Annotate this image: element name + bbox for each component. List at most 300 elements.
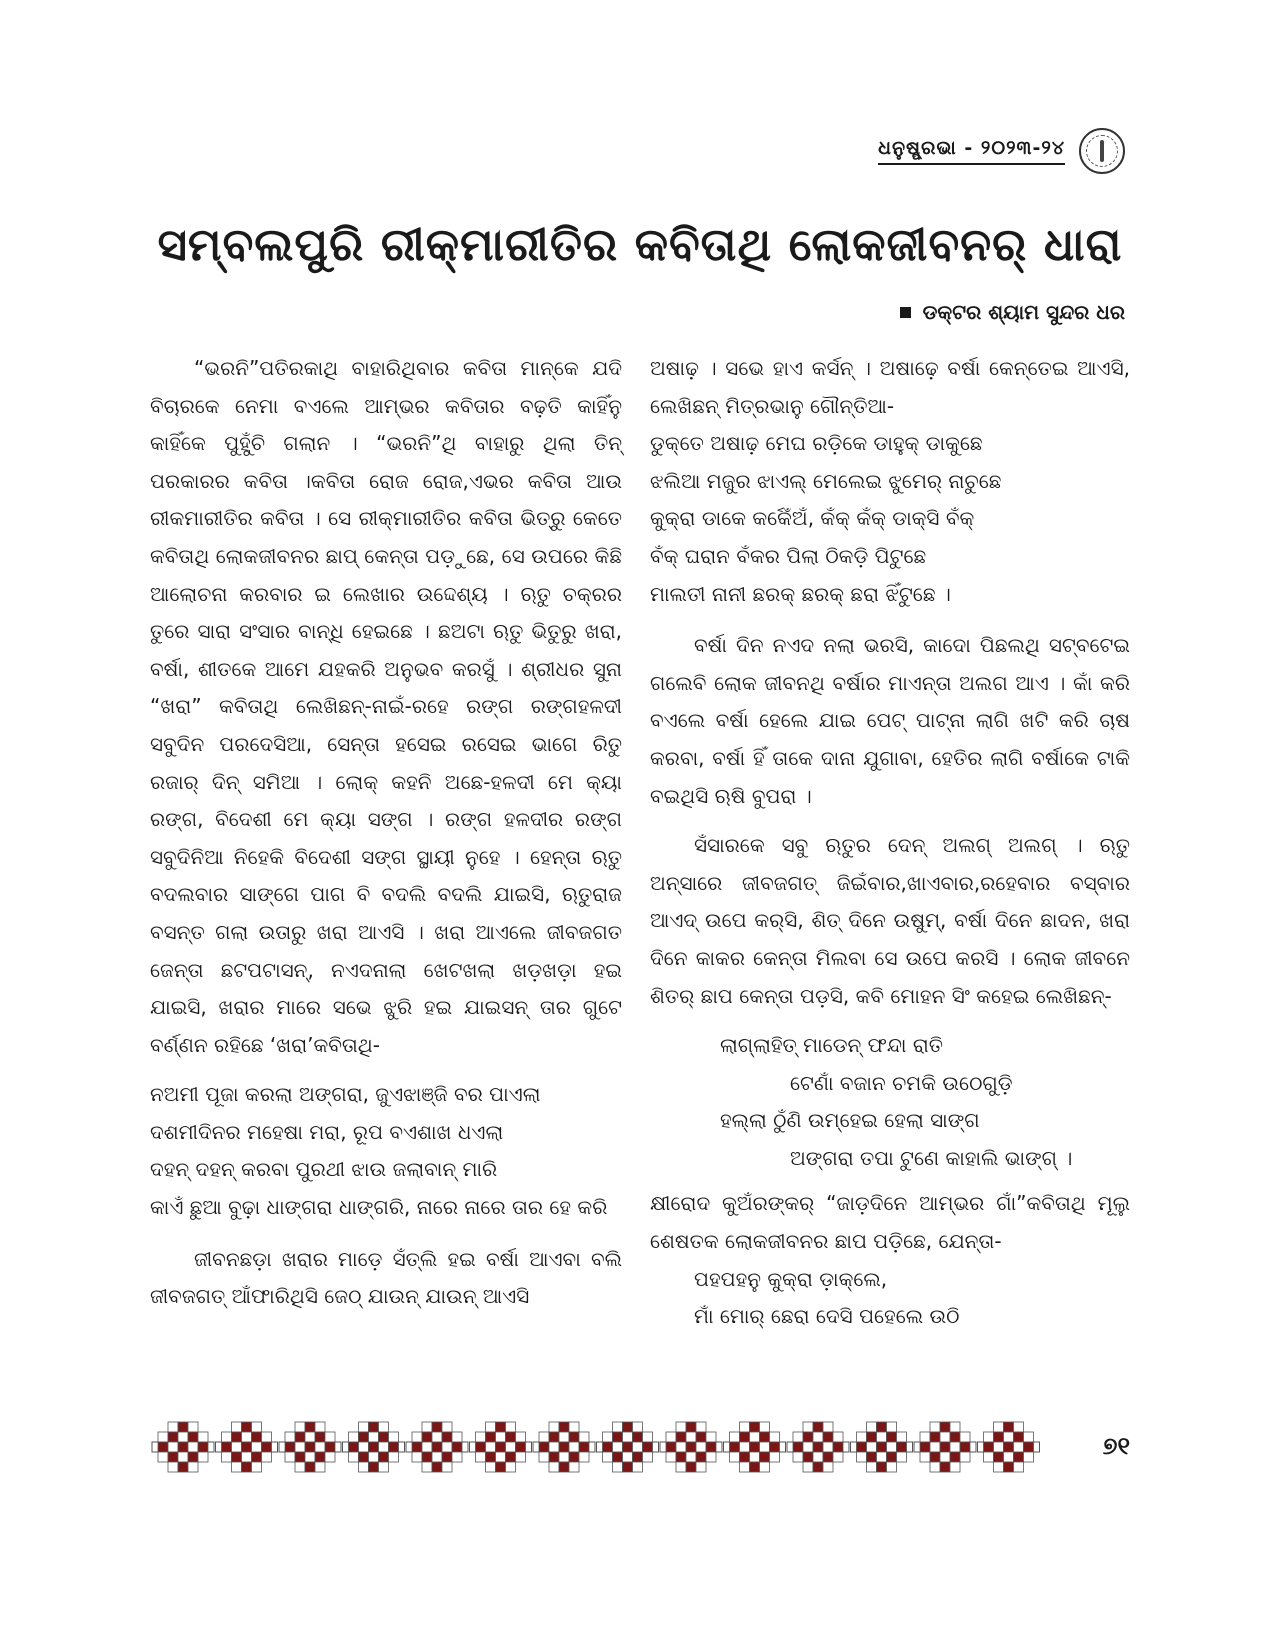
motif-cell — [696, 1422, 706, 1432]
paragraph: “ଭରନି”ପତିରକାଥି ବାହାରିଥିବାର କବିତା ମାନ୍‌କେ ଯଦି ବିଚାରକେ ନେମା ବଏଲେ ଆମ୍ଭର କବିତାର ବଢ଼ତି କାହିଁନୁ କାହିଁକେ ପୁହୁଁଚି ଗଲାନ । “ଭରନି”ଥି ବାହାରୁ ଥିଲା ତିନ୍ ପରକାରର କବିତା ।କବିତା ରୋଜ ରୋଜ,ଏଭର କବିତା ଆଉ ରୀକମାରୀତିର କବିତା । ସେ ରୀକ୍ମାରୀତିର କବିତା ଭିତ୍ରୁ କେତେ କବିତାଥି ଲୋକଜୀବନର ଛାପ୍ କେନ୍ତା ପଡ଼ୁଛେ, ସେ ଉପରେ କିଛି ଆଲୋଚନା କରବାର ଇ ଲେଖାର ଉଦ୍ଦେଶ୍ୟ । ଋତୁ ଚକ୍ରର ତୁରେ ସାରା ସଂସାର ବାନ୍ଧି ହେଇଛେ । ଛଅଟା ଋତୁ ଭିତୁରୁ ଖରା, ବର୍ଷା, ଶୀତକେ ଆମେ ଯହକରି ଅନୁଭବ କରସୁଁ । ଶ୍ରୀଧର ସୁନା “ଖରା” କବିତାଥି ଲେଖିଛନ୍-ନାଇଁ-ରହେ ରଙ୍ଗ ରଙ୍ଗହଳଦୀ ସବୁଦିନ ପରଦେସିଆ, ସେନ୍ତା ହସେଇ ରସେଇ ଭାଗେ ରିତୁ ରଜାର୍ ଦିନ୍ ସମିଆ । ଲୋକ୍ କହନି ଅଛେ-ହଳଦୀ ମେ କ୍ୟା ରଙ୍ଗ, ବିଦେଶୀ ମେ କ୍ୟା ସଙ୍ଗ । ରଙ୍ଗ ହଳଦୀର ରଙ୍ଗ ସବୁଦିନିଆ ନିହେକି ବିଦେଶୀ ସଙ୍ଗ ସ୍ଥାୟୀ ନୁହେ । ହେନ୍ତା ଋତୁ ବଦଲବାର ସାଙ୍ଗେ ପାଗ ବି ବଦଲି ବଦଲି ଯାଇସି, ଋତୁରାଜ ବସନ୍ତ ଗଲା ଉତାରୁ ଖରା ଆଏସି । ଖରା ଆଏଲେ ଜୀବଜଗତ ଜେନ୍ତା ଛଟପଟାସନ୍, ନଏଦନାଲା ଖେଟଖଲା ଖଡ଼ଖଡ଼ା ହଇ ଯାଇସି, ଖରାର ମାରେ ସଭେ ଝୁରି ହଇ ଯାଇସନ୍ ତାର ଗୁଟେ ବର୍ଣ୍ଣନ ରହିଛେ ‘ଖରା’କବିତାଥି- — [150, 356, 622, 1057]
motif-cell — [549, 1462, 559, 1472]
motif-cell — [305, 1442, 315, 1452]
motif-cell — [486, 1462, 496, 1472]
motif-cell — [994, 1422, 1004, 1432]
motif-cell — [994, 1462, 1004, 1472]
motif-cell — [569, 1462, 579, 1472]
motif-cell — [760, 1452, 770, 1462]
motif-cell — [803, 1442, 813, 1452]
motif-cell — [930, 1432, 940, 1442]
motif-cell — [666, 1442, 676, 1452]
motif-cell — [349, 1442, 359, 1452]
motif-cell — [897, 1432, 907, 1442]
motif-cell — [379, 1422, 389, 1432]
motif-cell — [1014, 1422, 1024, 1432]
motif-cell — [442, 1422, 452, 1432]
poem-excerpt — [650, 425, 1130, 613]
motif-cell — [422, 1422, 432, 1432]
poem-excerpt — [650, 1261, 1130, 1336]
motif-cell — [793, 1442, 803, 1452]
motif-cell — [232, 1462, 242, 1472]
motif-cell — [1024, 1442, 1034, 1452]
motif-cell — [349, 1452, 359, 1462]
motif-cell — [315, 1432, 325, 1442]
motif-cell — [232, 1432, 242, 1442]
motif-cell — [940, 1452, 950, 1462]
motif-cell — [559, 1422, 569, 1432]
motif-cell — [579, 1432, 589, 1442]
motif-cell — [486, 1452, 496, 1462]
motif-cell — [897, 1442, 907, 1452]
motif-cell — [984, 1442, 994, 1452]
motif-cell — [603, 1442, 613, 1452]
running-header — [878, 128, 1125, 174]
motif-cell — [823, 1462, 833, 1472]
motif-cell — [305, 1452, 315, 1462]
motif-cell — [569, 1422, 579, 1432]
motif-cell — [613, 1442, 623, 1452]
motif-cell — [452, 1432, 462, 1442]
motif-cell — [295, 1462, 305, 1472]
motif-cell — [676, 1462, 686, 1472]
motif-cell — [1004, 1462, 1014, 1472]
motif-cell — [770, 1432, 780, 1442]
cross-stitch-motif-icon — [343, 1422, 405, 1472]
motif-cell — [633, 1462, 643, 1472]
motif-cell — [633, 1452, 643, 1462]
motif-cell — [516, 1432, 526, 1442]
motif-cell — [813, 1452, 823, 1462]
motif-cell — [887, 1452, 897, 1462]
motif-cell — [823, 1452, 833, 1462]
motif-cell — [623, 1422, 633, 1432]
motif-cell — [760, 1432, 770, 1442]
motif-cell — [432, 1422, 442, 1432]
motif-cell — [452, 1442, 462, 1452]
left-column — [150, 350, 622, 1328]
motif-cell — [950, 1422, 960, 1432]
motif-cell — [412, 1452, 422, 1462]
cross-stitch-motif-icon — [978, 1422, 1040, 1472]
motif-cell — [178, 1432, 188, 1442]
motif-cell — [506, 1452, 516, 1462]
motif-cell — [168, 1432, 178, 1442]
motif-cell — [379, 1462, 389, 1472]
motif-cell — [740, 1422, 750, 1432]
motif-cell — [920, 1432, 930, 1442]
motif-cell — [188, 1432, 198, 1442]
motif-cell — [389, 1432, 399, 1442]
motif-cell — [1014, 1432, 1024, 1442]
paragraph: ଅଷାଢ଼ । ସଭେ ହାଏ କର୍ସନ୍ । ଅଷାଢ଼େ ବର୍ଷା କେନ୍ତେଇ ଆଏସି, ଲେଖିଛନ୍ ମିତ୍ରଭାନୁ ଗୌନ୍ତିଆ- — [650, 356, 1130, 418]
poem-excerpt — [650, 1027, 1130, 1177]
paragraph: ବର୍ଷା ଦିନ ନଏଦ ନଲା ଭରସି, କାଦୋ ପିଛଲଥି ସଟ୍‌ବଟେଇ ଗଲେବି ଲୋକ ଜୀବନଥି ବର୍ଷାର ମାଏନ୍ତା ଅଲଗ ଆଏ । କାଁ କରି ବଏଲେ ବର୍ଷା ହେଲେ ଯାଇ ପେଟ୍ ପାଟ୍‌ନା ଲାଗି ଖଟି କରି ଚାଷ କରବା, ବର୍ଷା ହିଁ ତାକେ ଦାନା ଯୁଗାବା, ହେତିର ଲାଗି ବର୍ଷାକେ ଟାକି ବଇଥିସି ଋଷି ବୁପରା । — [650, 633, 1130, 808]
motif-cell — [422, 1452, 432, 1462]
university-seal-icon — [1079, 128, 1125, 174]
motif-cell — [252, 1432, 262, 1442]
paragraph: କ୍ଷୀରୋଦ କୁଅଁରଙ୍କର୍ “ଜାଡ଼ଦିନେ ଆମ୍ଭର ଗାଁ”କବିତାଥି ମୂଲୁ ଶେଷତକ ଲୋକଜୀବନର ଛାପ ପଡ଼ିଛେ, ଯେନ୍ତା- — [650, 1191, 1130, 1254]
verse-line: ମାଁ ମୋର୍ ଛେରା ଦେସି ପହେଲେ ଉଠି — [694, 1304, 960, 1329]
motif-cell — [178, 1452, 188, 1462]
motif-cell — [696, 1452, 706, 1462]
verse-line: ଝଲିଆ ମଜୁର ଝାଏଲ୍ ମେଲେଇ ଝୁମେର୍ ନାଚୁଛେ — [650, 468, 1002, 493]
motif-cell — [516, 1452, 526, 1462]
motif-cell — [887, 1442, 897, 1452]
motif-cell — [857, 1432, 867, 1442]
motif-cell — [897, 1452, 907, 1462]
motif-cell — [666, 1432, 676, 1442]
motif-cell — [867, 1422, 877, 1432]
verse-line: ଦହନ୍ ଦହନ୍ କରବା ପୁରଥୀ ଝାଉ ଜଲାବାନ୍ ମାରି — [150, 1157, 498, 1182]
motif-cell — [432, 1432, 442, 1442]
motif-cell — [516, 1442, 526, 1452]
motif-cell — [315, 1422, 325, 1432]
motif-cell — [569, 1442, 579, 1452]
motif-cell — [1004, 1452, 1014, 1462]
motif-cell — [325, 1432, 335, 1442]
motif-cell — [252, 1462, 262, 1472]
motif-cell — [994, 1452, 1004, 1462]
motif-cell — [442, 1432, 452, 1442]
motif-cell — [676, 1442, 686, 1452]
motif-cell — [676, 1452, 686, 1462]
motif-cell — [813, 1432, 823, 1442]
motif-cell — [696, 1442, 706, 1452]
motif-cell — [613, 1462, 623, 1472]
motif-cell — [506, 1422, 516, 1432]
motif-cell — [559, 1432, 569, 1442]
motif-cell — [412, 1432, 422, 1442]
motif-cell — [730, 1432, 740, 1442]
motif-cell — [867, 1442, 877, 1452]
motif-cell — [686, 1442, 696, 1452]
motif-cell — [559, 1452, 569, 1462]
motif-cell — [960, 1432, 970, 1442]
motif-cell — [877, 1462, 887, 1472]
motif-cell — [262, 1452, 272, 1462]
motif-cell — [623, 1452, 633, 1462]
motif-cell — [887, 1422, 897, 1432]
motif-cell — [178, 1442, 188, 1452]
motif-cell — [666, 1452, 676, 1462]
motif-cell — [285, 1432, 295, 1442]
motif-cell — [539, 1442, 549, 1452]
motif-cell — [422, 1442, 432, 1452]
verse-line: ଅଙ୍ଗରା ତପା ଟୁଣେ କାହାଲି ଭାଙ୍ଗ୍ । — [790, 1145, 1073, 1170]
motif-cell — [813, 1422, 823, 1432]
motif-cell — [242, 1462, 252, 1472]
motif-cell — [432, 1442, 442, 1452]
motif-cell — [222, 1442, 232, 1452]
motif-cell — [760, 1462, 770, 1472]
motif-cell — [295, 1422, 305, 1432]
byline — [900, 300, 1125, 324]
motif-cell — [823, 1422, 833, 1432]
motif-cell — [877, 1422, 887, 1432]
cross-stitch-motif-icon — [660, 1422, 722, 1472]
motif-cell — [539, 1452, 549, 1462]
motif-cell — [168, 1462, 178, 1472]
motif-cell — [252, 1442, 262, 1452]
motif-cell — [158, 1432, 168, 1442]
verse-line: ନଅମୀ ପୂଜା କରଲା ଅଙ୍ଗରା, ଜୁଏଝାଞ୍ଜି ବର ପାଏଲା — [150, 1082, 541, 1107]
motif-cell — [813, 1442, 823, 1452]
motif-cell — [984, 1432, 994, 1442]
motif-cell — [198, 1452, 208, 1462]
motif-cell — [803, 1452, 813, 1462]
motif-cell — [793, 1432, 803, 1442]
poem-excerpt — [150, 1076, 622, 1226]
motif-cell — [252, 1422, 262, 1432]
motif-cell — [569, 1452, 579, 1462]
cross-stitch-motif-icon — [216, 1422, 278, 1472]
cross-stitch-motif-icon — [787, 1422, 849, 1472]
motif-cell — [579, 1442, 589, 1452]
verse-line: କୁକ୍ରା ଡାକେ କର୍କେଁଅଁ, କଁକ୍ କଁକ୍ ଡାକ୍‌ସି ବଁକ୍ — [650, 506, 975, 531]
motif-cell — [750, 1442, 760, 1452]
right-column — [650, 350, 1130, 1350]
motif-cell — [222, 1452, 232, 1462]
motif-cell — [295, 1442, 305, 1452]
motif-cell — [1014, 1442, 1024, 1452]
motif-cell — [920, 1452, 930, 1462]
motif-cell — [168, 1422, 178, 1432]
motif-cell — [305, 1432, 315, 1442]
motif-cell — [178, 1462, 188, 1472]
cross-stitch-motif-icon — [470, 1422, 532, 1472]
cross-stitch-motif-icon — [851, 1422, 913, 1472]
motif-cell — [1004, 1442, 1014, 1452]
motif-cell — [940, 1442, 950, 1452]
motif-cell — [579, 1452, 589, 1462]
verse-line: ଡୁକ୍‌ତେ ଅଷାଢ଼ ମେଘ ରଡ଼ିକେ ଡାହୁକ୍ ଡାକୁଛେ — [650, 431, 983, 456]
motif-cell — [740, 1462, 750, 1472]
motif-cell — [369, 1462, 379, 1472]
motif-cell — [496, 1442, 506, 1452]
paragraph: ଜୀବନଛଡ଼ା ଖରାର ମାଡ଼େ ସଁତ୍‌ଲି ହଇ ବର୍ଷା ଆଏବା ବଲି ଜୀବଜଗତ୍ ଆଁଫାରିଥିସି ଜେଠ୍ ଯାଉନ୍ ଯାଉନ୍ ଆଏସି — [150, 1246, 622, 1309]
motif-cell — [305, 1462, 315, 1472]
verse-line: ବଁକ୍ ଘରାନ ବଁକର ପିଲା ଠିକଡ଼ି ପିଟୁଛେ — [650, 543, 927, 568]
motif-cell — [750, 1452, 760, 1462]
motif-cell — [168, 1442, 178, 1452]
motif-cell — [770, 1452, 780, 1462]
motif-cell — [369, 1422, 379, 1432]
motif-cell — [262, 1432, 272, 1442]
motif-cell — [857, 1442, 867, 1452]
motif-cell — [940, 1462, 950, 1472]
motif-cell — [613, 1422, 623, 1432]
motif-cell — [760, 1442, 770, 1452]
motif-cell — [506, 1442, 516, 1452]
verse-line: ଲାଗ୍‌ଲାହିତ୍ ମାଡେନ୍ ଫନ୍ଦା ରାତି — [720, 1033, 944, 1058]
motif-cell — [950, 1462, 960, 1472]
motif-cell — [676, 1422, 686, 1432]
motif-cell — [803, 1432, 813, 1442]
motif-cell — [960, 1442, 970, 1452]
motif-cell — [315, 1442, 325, 1452]
motif-cell — [305, 1422, 315, 1432]
motif-cell — [422, 1462, 432, 1472]
motif-cell — [369, 1432, 379, 1442]
motif-cell — [549, 1432, 559, 1442]
article-title: ସମ୍ବଲପୁରି ରୀକ୍ମାରୀତିର କବିତାଥି ଲୋକଜୀବନର୍ ଧାରା — [157, 218, 1123, 271]
motif-cell — [158, 1452, 168, 1462]
motif-cell — [442, 1452, 452, 1462]
motif-cell — [295, 1452, 305, 1462]
motif-cell — [168, 1452, 178, 1462]
motif-cell — [603, 1432, 613, 1442]
motif-cell — [750, 1422, 760, 1432]
motif-cell — [877, 1452, 887, 1462]
verse-line: ହଲ୍‌ଲା ଠୁଁଣି ଉମ୍‌ହେଇ ହେଲା ସାଙ୍ଗ — [720, 1108, 980, 1133]
motif-cell — [920, 1442, 930, 1452]
motif-cell — [569, 1432, 579, 1442]
motif-cell — [442, 1462, 452, 1472]
motif-cell — [295, 1432, 305, 1442]
motif-cell — [486, 1432, 496, 1442]
motif-cell — [940, 1422, 950, 1432]
verse-line: ପହପହନୁ କୁକ୍ରା ଡ଼ାକ୍‌ଲେ, — [694, 1266, 888, 1291]
motif-cell — [188, 1442, 198, 1452]
cross-stitch-motif-icon — [533, 1422, 595, 1472]
verse-line: କାଏଁ ଛୁଆ ବୁଢ଼ା ଧାଙ୍ଗରା ଧାଙ୍ଗରି, ନାରେ ନାରେ ତାର ହେ କରି — [150, 1195, 608, 1220]
motif-cell — [813, 1462, 823, 1472]
motif-cell — [823, 1432, 833, 1442]
cross-stitch-motif-icon — [724, 1422, 786, 1472]
motif-cell — [1004, 1422, 1014, 1432]
motif-cell — [950, 1442, 960, 1452]
motif-cell — [188, 1452, 198, 1462]
motif-cell — [389, 1442, 399, 1452]
motif-cell — [633, 1442, 643, 1452]
page-footer — [150, 1412, 1130, 1482]
motif-cell — [188, 1462, 198, 1472]
motif-cell — [476, 1452, 486, 1462]
motif-cell — [930, 1422, 940, 1432]
motif-cell — [887, 1462, 897, 1472]
motif-cell — [325, 1452, 335, 1462]
motif-cell — [379, 1452, 389, 1462]
motif-cell — [867, 1462, 877, 1472]
decorative-border — [150, 1412, 1050, 1482]
motif-cell — [549, 1422, 559, 1432]
motif-cell — [315, 1452, 325, 1462]
motif-cell — [506, 1432, 516, 1442]
motif-cell — [369, 1442, 379, 1452]
cross-stitch-motif-icon — [914, 1422, 976, 1472]
motif-cell — [643, 1452, 653, 1462]
motif-cell — [643, 1442, 653, 1452]
motif-cell — [623, 1442, 633, 1452]
motif-cell — [706, 1442, 716, 1452]
motif-cell — [994, 1442, 1004, 1452]
motif-cell — [369, 1452, 379, 1462]
motif-cell — [252, 1452, 262, 1462]
motif-cell — [1004, 1432, 1014, 1442]
motif-cell — [994, 1432, 1004, 1442]
motif-cell — [833, 1452, 843, 1462]
motif-cell — [496, 1462, 506, 1472]
motif-cell — [1014, 1462, 1024, 1472]
motif-cell — [188, 1422, 198, 1432]
cross-stitch-motif-icon — [152, 1422, 214, 1472]
motif-cell — [887, 1432, 897, 1442]
motif-cell — [486, 1422, 496, 1432]
motif-cell — [359, 1442, 369, 1452]
motif-cell — [950, 1432, 960, 1442]
motif-cell — [285, 1442, 295, 1452]
motif-cell — [823, 1442, 833, 1452]
motif-cell — [242, 1422, 252, 1432]
motif-cell — [496, 1452, 506, 1462]
motif-cell — [877, 1432, 887, 1442]
motif-cell — [1024, 1432, 1034, 1442]
motif-cell — [559, 1442, 569, 1452]
motif-cell — [623, 1432, 633, 1442]
motif-cell — [359, 1452, 369, 1462]
motif-cell — [422, 1432, 432, 1442]
motif-cell — [549, 1442, 559, 1452]
motif-cell — [496, 1432, 506, 1442]
motif-cell — [770, 1442, 780, 1452]
motif-cell — [603, 1452, 613, 1462]
motif-cell — [750, 1462, 760, 1472]
verse-line: ଟେଣାଁ ବଜାନ ଚମକି ଉଠେଗୁଡ଼ି — [790, 1070, 1013, 1095]
motif-cell — [676, 1432, 686, 1442]
motif-cell — [633, 1422, 643, 1432]
motif-cell — [412, 1442, 422, 1452]
motif-cell — [950, 1452, 960, 1462]
cross-stitch-motif-icon — [406, 1422, 468, 1472]
motif-cell — [857, 1452, 867, 1462]
motif-cell — [803, 1462, 813, 1472]
motif-cell — [930, 1462, 940, 1472]
motif-cell — [432, 1462, 442, 1472]
motif-cell — [232, 1422, 242, 1432]
motif-cell — [549, 1452, 559, 1462]
motif-cell — [476, 1432, 486, 1442]
motif-cell — [686, 1452, 696, 1462]
cross-stitch-motif-icon — [597, 1422, 659, 1472]
motif-cell — [633, 1432, 643, 1442]
motif-cell — [178, 1422, 188, 1432]
motif-cell — [686, 1422, 696, 1432]
motif-cell — [496, 1422, 506, 1432]
motif-cell — [349, 1432, 359, 1442]
motif-cell — [930, 1442, 940, 1452]
motif-cell — [325, 1442, 335, 1452]
motif-cell — [242, 1452, 252, 1462]
motif-cell — [750, 1432, 760, 1442]
motif-cell — [1014, 1452, 1024, 1462]
motif-cell — [740, 1452, 750, 1462]
verse-line: ମାଲତୀ ନାନୀ ଛରକ୍ ଛରକ୍ ଛରା ଝିଁଟୁଛେ । — [650, 581, 951, 606]
motif-cell — [940, 1432, 950, 1442]
motif-cell — [232, 1442, 242, 1452]
motif-cell — [379, 1432, 389, 1442]
motif-cell — [232, 1452, 242, 1462]
motif-cell — [696, 1462, 706, 1472]
motif-cell — [686, 1432, 696, 1442]
motif-cell — [686, 1462, 696, 1472]
motif-cell — [379, 1442, 389, 1452]
motif-cell — [1024, 1452, 1034, 1462]
verse-line: ଦଶମୀଦିନର ମହେଷା ମରା, ରୂପ ବଏଶାଖ ଧଏଲା — [150, 1119, 504, 1144]
motif-cell — [486, 1442, 496, 1452]
motif-cell — [706, 1432, 716, 1442]
motif-cell — [389, 1452, 399, 1462]
motif-cell — [760, 1422, 770, 1432]
